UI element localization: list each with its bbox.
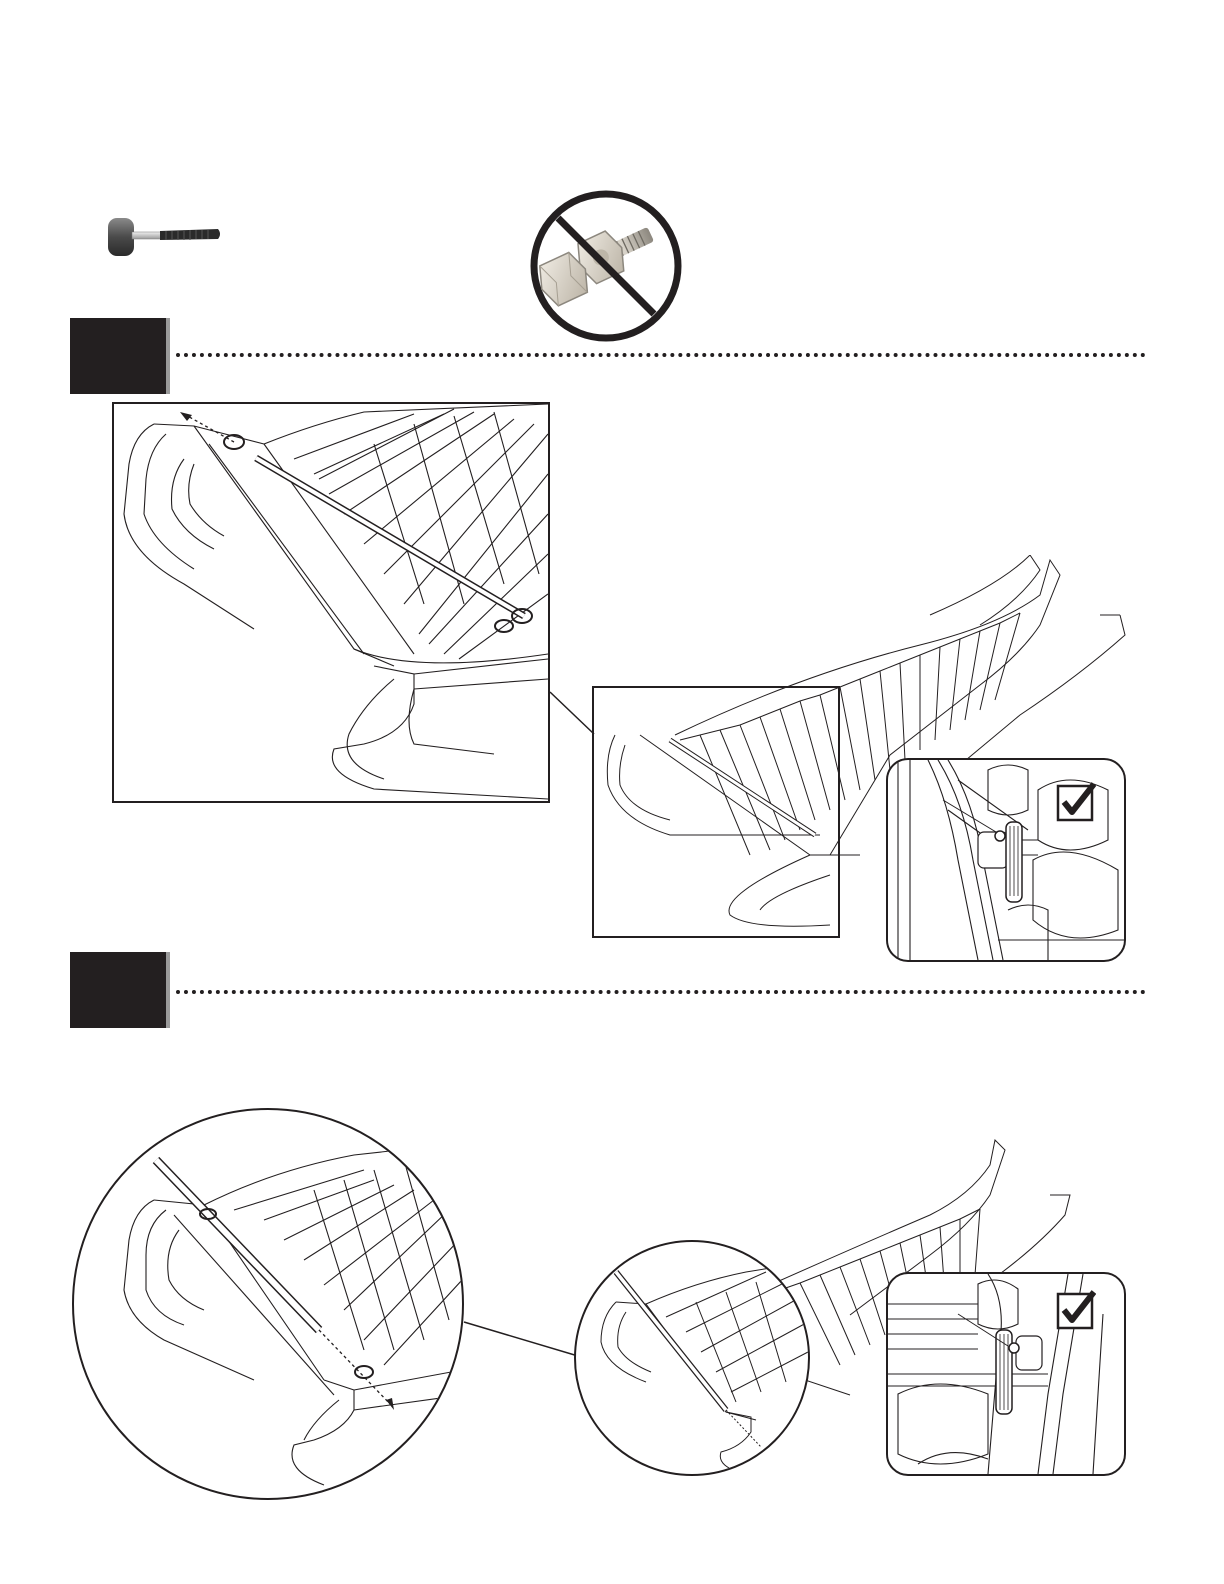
step-marker-shadow (166, 952, 170, 1028)
step-marker-a (70, 318, 166, 394)
check-mark-icon (1056, 1290, 1096, 1330)
no-nut-bolt-icon (528, 188, 684, 344)
callout-connector (462, 1320, 582, 1360)
callout-connector (548, 690, 598, 740)
zoom-detail-frame (112, 402, 550, 803)
correct-installation-detail (886, 758, 1126, 962)
zoom-area-marker (592, 686, 840, 938)
step-divider (176, 353, 1146, 357)
correct-installation-detail (886, 1272, 1126, 1476)
zoom-detail-circle (72, 1108, 464, 1500)
rubber-mallet-icon (100, 210, 230, 260)
step-marker-shadow (166, 318, 170, 394)
step-divider (176, 990, 1146, 994)
check-mark-icon (1056, 782, 1096, 822)
zoom-area-marker (574, 1240, 810, 1476)
step-marker-b (70, 952, 166, 1028)
